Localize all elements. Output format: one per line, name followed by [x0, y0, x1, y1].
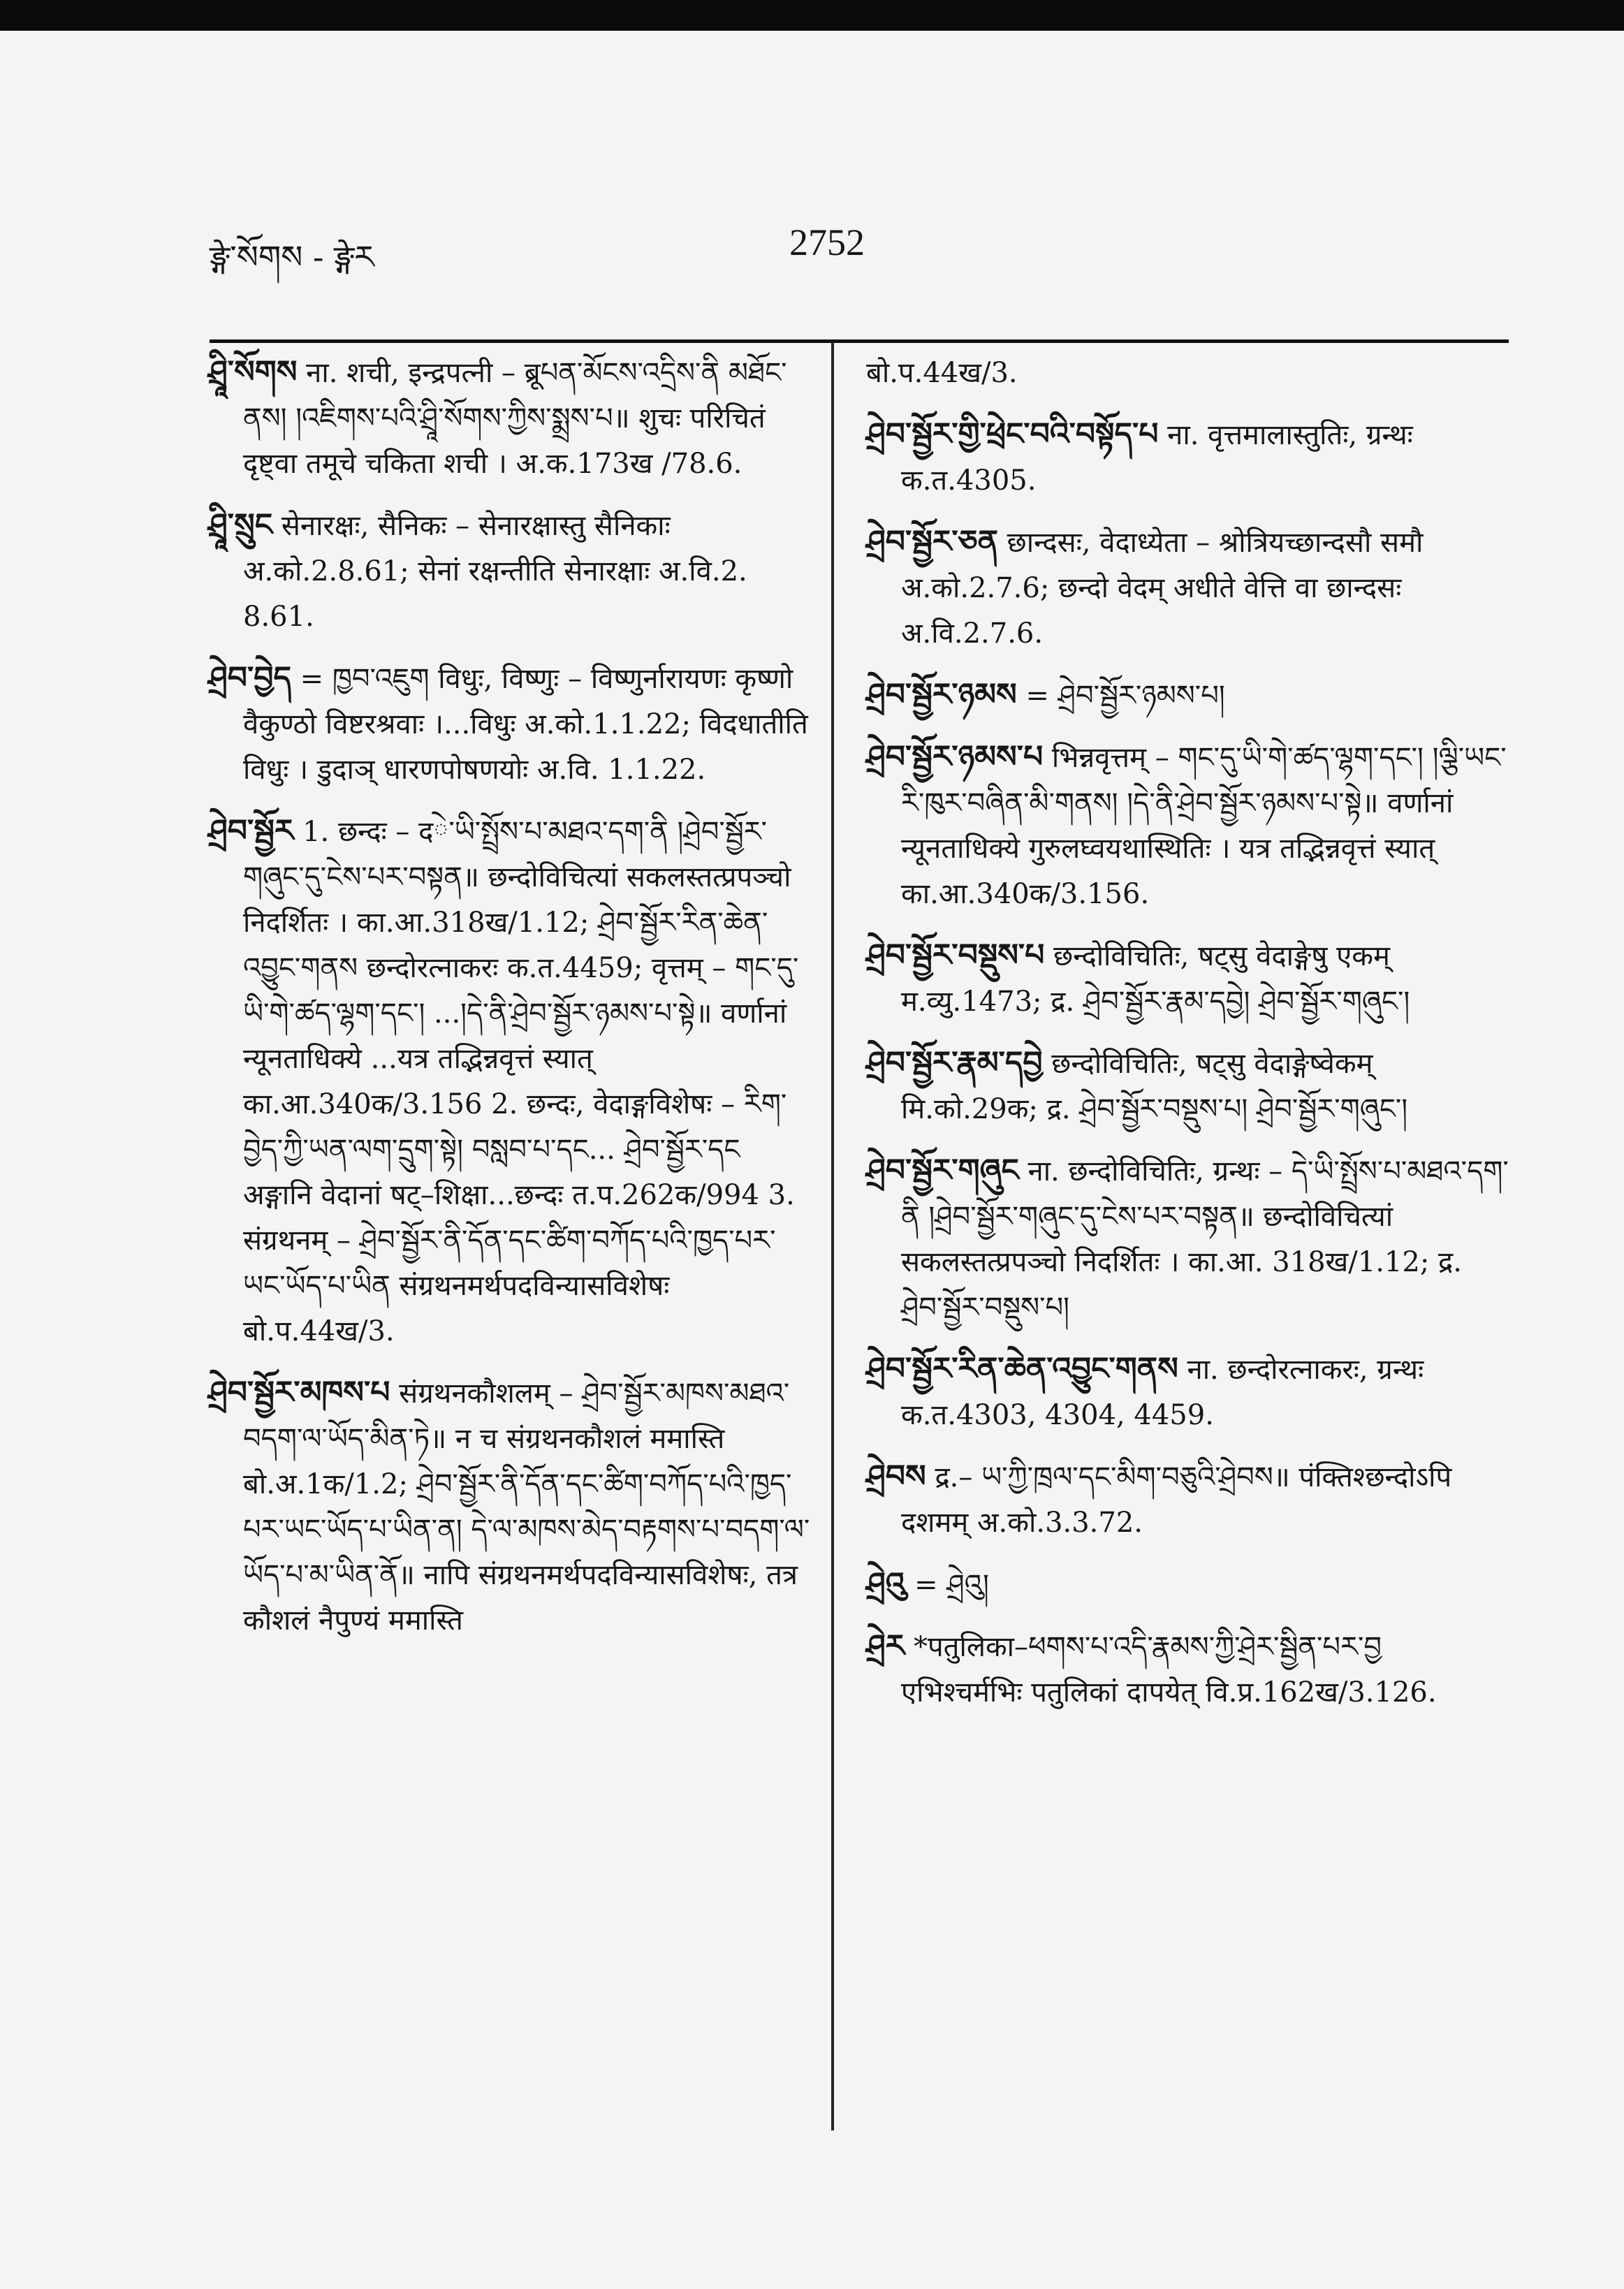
- entry-text: *पतुलिका–ཕགས་པ་འདི་རྣམས་ཀྱི་ཤྲེར་སྦྱིན་པར་བྱ एभिश्चर्मभिः पतुलिकां दापयेत् वि.प्र.162ख/3.126.: [901, 1631, 1437, 1709]
- entry-headword: ཤྲེབ་སྦྱོར་ཅན: [866, 524, 998, 560]
- entry-text: ना. वृत्तमालास्तुतिः, ग्रन्थः क.त.4305.: [901, 419, 1413, 497]
- entry-text: द्र.– ཡ་ཀྱི་ཁྲལ་དང་མིག་བཅུའི་ཤྲེབས॥ पंक्तिश्छन्दोऽपि दशमम् अ.को.3.3.72.: [901, 1461, 1452, 1539]
- dictionary-entry: [208, 808, 816, 1354]
- entry-headword: ཤྲེབ་སྦྱོར་ཉམས: [866, 677, 1017, 712]
- dictionary-entry: [208, 502, 816, 640]
- dictionary-entry: [866, 1040, 1509, 1132]
- dictionary-entry: [208, 1370, 816, 1644]
- entry-text: ना. शची, इन्द्रपत्नी – ब्रूཔན་མོངས་འདྲིས་ནི མཐོང་ནས། །འཇིགས་པའི་ཤྲཱི་སོགས་ཀྱིས་སྨྲས་པ॥ शुचः परिचितं दृष्ट्वा तमूचे चकिता शची । अ.क.173ख /78.6.: [243, 357, 787, 480]
- dictionary-entry: [208, 655, 816, 793]
- left-column: [208, 349, 816, 1659]
- entry-text: 1. छन्दः – दེ་ཡི་སྤྲོས་པ་མཐའ་དག་ནི །ཤྲེབ་སྦྱོར་གཞུང་དུ་ངེས་པར་བསྟན॥ छन्दोविचित्यां सकलस्तत्प्रपञ्चो निदर्शितः । का.आ.318ख/1.12; ཤྲེབ་སྦྱོར་རིན་ཆེན་འབྱུང་གནས छन्दोरत्नाकरः क.त.4459; वृत्तम् – གང་དུ་ཡི་གེ་ཚད་ལྷག་དང་། ...།དེ་ནི་ཤྲེབ་སྦྱོར་ཉམས་པ་སྟེ॥ वर्णानां न्यूनताधिक्ये ...यत्र तद्भिन्नवृत्तं स्यात् का.आ.340क/3.156 2. छन्दः, वेदाङ्गविशेषः – རིག་བྱེད་ཀྱི་ཡན་ལག་དྲུག་སྟེ། བསླབ་པ་དང... ཤྲེབ་སྦྱོར་དང अङ्गानि वेदानां षट्–शिक्षा...छन्दः त.प.262क/994 3. संग्रथनम् – ཤྲེབ་སྦྱོར་ནི་དོན་དང་ཚིག་བཀོད་པའི་ཁྱད་པར་ཡང་ཡོད་པ་ཡིན संग्रथनमर्थपदविन्यासविशेषः बो.प.44ख/3.: [243, 816, 799, 1347]
- dictionary-entry: [866, 1623, 1509, 1716]
- entry-headword: ཤྲེབ་སྦྱོར་རིན་ཆེན་འབྱུང་གནས: [866, 1351, 1178, 1387]
- entry-headword: ཤྲེབ་སྦྱོར་གཞུང: [866, 1153, 1019, 1188]
- dictionary-entry: [866, 411, 1509, 504]
- dictionary-entry: [866, 1454, 1509, 1546]
- entry-text: ना. छन्दोरत्नाकरः, ग्रन्थः क.त.4303, 4304, 4459.: [901, 1354, 1424, 1431]
- page-number: 2752: [789, 221, 865, 263]
- entry-headword: ཤྲེབ་སྦྱོར་གྱི་ཕྲེང་བའི་བསྟོད་པ: [866, 416, 1159, 452]
- entry-text: छान्दसः, वेदाध्येता – श्रोत्रियच्छान्दसौ समौ अ.को.2.7.6; छन्दो वेदम् अधीते वेत्ति वा छान्दसः अ.वि.2.7.6.: [901, 527, 1424, 650]
- header-rule: [210, 339, 1509, 343]
- entry-headword: ཤྲཱི་སོགས: [208, 354, 298, 390]
- entry-headword: ཤྲེབས: [866, 1458, 926, 1494]
- dictionary-entry: [866, 519, 1509, 657]
- entry-headword: ཤྲེབ་སྦྱོར་རྣམ་དབྱེ: [866, 1045, 1043, 1081]
- entry-headword: ཤྲེབ་སྦྱོར་བསྡུས་པ: [866, 937, 1045, 973]
- dictionary-entry: [866, 1561, 1509, 1608]
- column-divider: [831, 342, 834, 2130]
- entry-text: बो.प.44ख/3.: [866, 357, 1018, 389]
- entry-headword: ཤྲེར: [866, 1628, 905, 1664]
- dictionary-entry: [866, 349, 1509, 396]
- entry-text: = ཤྲེབ་སྦྱོར་ཉམས་པ།: [1025, 680, 1225, 712]
- dictionary-entry: [866, 933, 1509, 1025]
- right-column: [866, 349, 1509, 1731]
- entry-headword: ཤྲེའུ: [866, 1566, 906, 1602]
- dictionary-entry: [866, 734, 1509, 917]
- entry-text: ना. छन्दोविचितिः, ग्रन्थः – དེ་ཡི་སྤྲོས་པ་མཐའ་དག་ནི །ཤྲེབ་སྦྱོར་གཞུང་དུ་ངེས་པར་བསྟན॥ छन्दोविचित्यां सकलस्तत्प्रपञ्चो निदर्शितः । का.आ. 318ख/1.12; द्र. ཤྲེབ་སྦྱོར་བསྡུས་པ།: [901, 1155, 1509, 1324]
- dictionary-entry: [866, 1346, 1509, 1438]
- dictionary-entry: [208, 349, 816, 487]
- entry-headword: ཤྲེབ་སྦྱོར་ཉམས་པ: [866, 739, 1044, 775]
- entry-headword: ཤྲེབ་སྦྱོར་མཁས་པ: [208, 1375, 390, 1410]
- top-black-bar: [0, 0, 1624, 31]
- entry-text: छन्दोविचितिः, षट्सु वेदाङ्गेष्वेकम् मि.को.29क; द्र. ཤྲེབ་སྦྱོར་བསྡུས་པ། ཤྲེབ་སྦྱོར་གཞུང་།: [901, 1048, 1408, 1125]
- entry-text: भिन्नवृत्तम् – གང་དུ་ཡི་གེ་ཚད་ལྷག་དང་། །ལྕི་ཡང་རི་ཁུར་བཞིན་མི་གནས། །དེ་ནི་ཤྲེབ་སྦྱོར་ཉམས་པ་སྟེ॥ वर्णानां न्यूनताधिक्ये गुरुलघ्वयथास्थितिः । यत्र तद्भिन्नवृत्तं स्यात् का.आ.340क/3.156.: [901, 742, 1507, 910]
- entry-text: छन्दोविचितिः, षट्सु वेदाङ्गेषु एकम् म.व्यु.1473; द्र. ཤྲེབ་སྦྱོར་རྣམ་དབྱེ། ཤྲེབ་སྦྱོར་གཞུང་།: [901, 940, 1410, 1018]
- entry-headword: ཤྲཱི་སྲུང: [208, 507, 273, 543]
- entry-text: सेनारक्षः, सैनिकः – सेनारक्षास्तु सैनिकाः अ.को.2.8.61; सेनां रक्षन्तीति सेनारक्षाः अ.वि.2. 8.61.: [243, 510, 747, 633]
- entry-headword: ཤྲེབ་བྱེད: [208, 660, 291, 696]
- entry-text: संग्रथनकौशलम् – ཤྲེབ་སྦྱོར་མཁས་མཐའ་བདག་ལ་ཡོད་མིན་ཏེ॥ न च संग्रथनकौशलं ममास्ति बो.अ.1क/1.2; ཤྲེབ་སྦྱོར་ནི་དོན་དང་ཚིག་བཀོད་པའི་ཁྱད་པར་ཡང་ཡོད་པ་ཡིན་ན། དེ་ལ་མཁས་མེད་བརྟགས་པ་བདག་ལ་ཡོད་པ་མ་ཡིན་ནོ॥ नापि संग्रथनमर्थपदविन्यासविशेषः, तत्र कौशलं नैपुण्यं ममास्ति: [243, 1377, 810, 1637]
- entry-headword: ཤྲེབ་སྦྱོར: [208, 813, 294, 849]
- entry-text: = ཁྱབ་འཇུག विधुः, विष्णुः – विष्णुर्नारायणः कृष्णो वैकुण्ठो विष्टरश्रवाः ।...विधुः अ.को.1.1.22; विदधातीति विधुः । डुदाञ् धारणपोषणयोः अ.वि. 1.1.22.: [243, 663, 808, 786]
- running-header: ङ्गे་སོགས - ङ्गेར: [210, 238, 374, 276]
- dictionary-entry: [866, 672, 1509, 719]
- dictionary-entry: [866, 1148, 1509, 1331]
- entry-text: = ཤྲེའུ།: [914, 1569, 989, 1601]
